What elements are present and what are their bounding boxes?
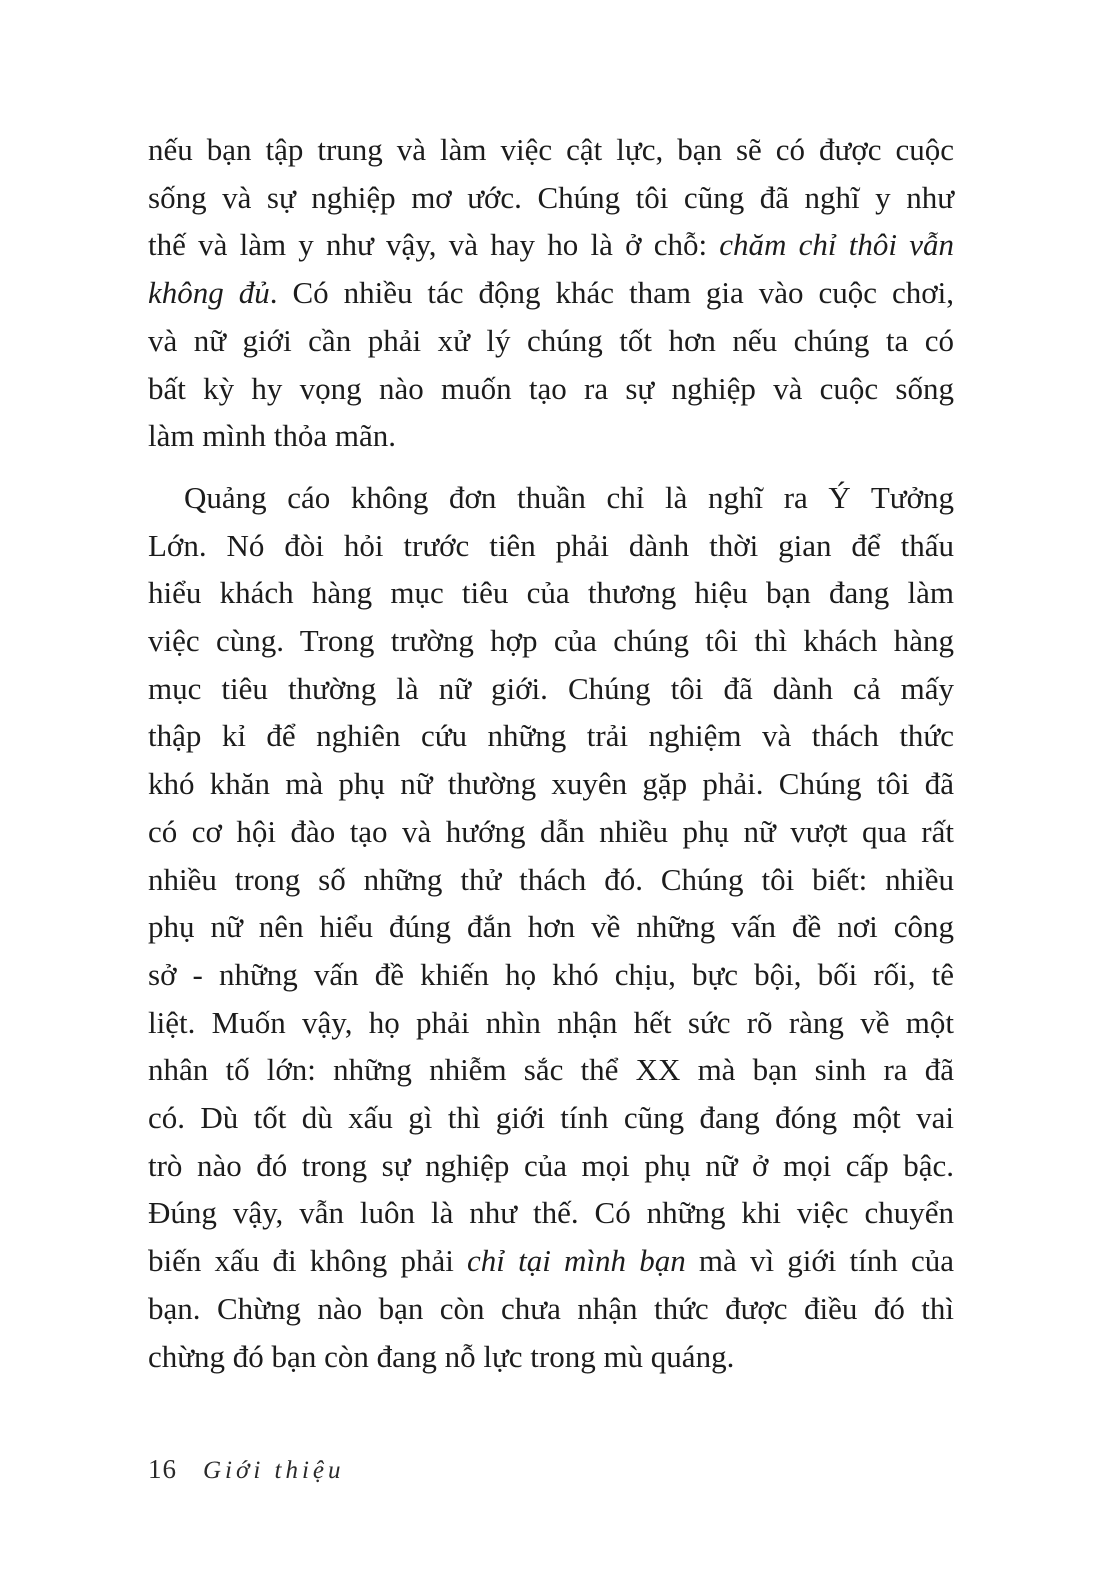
body-text-segment: bạn. Chừng nào bạn còn chưa nhận thức được điều đó thì — [148, 1290, 954, 1326]
text-line — [148, 569, 954, 617]
body-text-segment: liệt. Muốn vậy, họ phải nhìn nhận hết sức rõ ràng về một — [148, 1004, 954, 1040]
body-text-segment: . Có nhiều tác động khác tham gia vào cuộc chơi, — [269, 275, 954, 311]
body-text-segment: làm mình thỏa mãn. — [148, 418, 396, 454]
body-text-segment: Quảng cáo không đơn thuần chỉ là nghĩ ra Ý Tưởng — [184, 479, 954, 515]
text-line — [148, 617, 954, 665]
body-text-segment: và nữ giới cần phải xử lý chúng tốt hơn nếu chúng ta có — [148, 322, 954, 358]
text-line — [148, 317, 954, 365]
body-text-segment: nhân tố lớn: những nhiễm sắc thể XX mà bạn sinh ra đã — [148, 1052, 954, 1088]
footer-section-title: Giới thiệu — [203, 1457, 345, 1484]
body-text-segment: chừng đó bạn còn đang nỗ lực trong mù quáng. — [148, 1338, 735, 1374]
body-text-segment: hiểu khách hàng mục tiêu của thương hiệu bạn đang làm — [148, 575, 954, 611]
body-text-segment: phụ nữ nên hiểu đúng đắn hơn về những vấn đề nơi công — [148, 909, 954, 945]
body-text-segment: Lớn. Nó đòi hỏi trước tiên phải dành thời gian để thấu — [148, 527, 954, 563]
body-text-segment: trò nào đó trong sự nghiệp của mọi phụ nữ ở mọi cấp bậc. — [148, 1147, 954, 1183]
text-line — [148, 1285, 954, 1333]
text-line — [148, 1189, 954, 1237]
body-text-segment: thế và làm y như vậy, và hay ho là ở chỗ: — [148, 227, 720, 263]
body-text-segment: Đúng vậy, vẫn luôn là như thế. Có những khi việc chuyển — [148, 1195, 954, 1231]
text-line — [148, 522, 954, 570]
text-line — [148, 760, 954, 808]
text-line — [148, 903, 954, 951]
text-line — [148, 221, 954, 269]
page-footer — [148, 1452, 345, 1488]
paragraph-1 — [148, 126, 954, 460]
text-line — [148, 365, 954, 413]
text-line — [148, 474, 954, 522]
italic-text: không đủ — [148, 275, 270, 311]
body-text-segment: biến xấu đi không phải — [148, 1243, 468, 1279]
body-text-segment: việc cùng. Trong trường hợp của chúng tôi thì khách hàng — [148, 623, 954, 659]
text-line — [148, 808, 954, 856]
body-text-segment: bất kỳ hy vọng nào muốn tạo ra sự nghiệp và cuộc sống — [148, 370, 954, 406]
text-line — [148, 1046, 954, 1094]
body-text-segment: sống và sự nghiệp mơ ước. Chúng tôi cũng đã nghĩ y như — [148, 179, 954, 215]
body-text-segment: khó khăn mà phụ nữ thường xuyên gặp phải. Chúng tôi đã — [148, 766, 954, 802]
body-text-segment: sở - những vấn đề khiến họ khó chịu, bực bội, bối rối, tê — [148, 956, 954, 992]
body-text-segment: nhiều trong số những thử thách đó. Chúng tôi biết: nhiều — [148, 861, 954, 897]
body-text-segment: thập kỉ để nghiên cứu những trải nghiệm và thách thức — [148, 718, 954, 754]
text-line — [148, 712, 954, 760]
body-text-segment: nếu bạn tập trung và làm việc cật lực, bạn sẽ có được cuộc — [148, 132, 954, 167]
italic-text: chỉ tại mình bạn — [467, 1243, 686, 1279]
text-line — [148, 951, 954, 999]
text-line — [148, 1333, 954, 1381]
body-text-segment: có. Dù tốt dù xấu gì thì giới tính cũng đang đóng một vai — [148, 1100, 954, 1136]
text-line — [148, 999, 954, 1047]
text-line — [148, 174, 954, 222]
body-text-segment: mà vì giới tính của — [685, 1243, 954, 1279]
page-body-text — [148, 126, 954, 1380]
body-text-segment: mục tiêu thường là nữ giới. Chúng tôi đã dành cả mấy — [148, 670, 954, 706]
text-line — [148, 856, 954, 904]
text-line — [148, 412, 954, 460]
text-line — [148, 665, 954, 713]
text-line — [148, 1237, 954, 1285]
paragraph-2 — [148, 474, 954, 1380]
body-text-segment: có cơ hội đào tạo và hướng dẫn nhiều phụ nữ vượt qua rất — [148, 813, 954, 849]
page-number: 16 — [148, 1454, 177, 1484]
text-line — [148, 1142, 954, 1190]
text-line — [148, 1094, 954, 1142]
text-line — [148, 126, 954, 174]
italic-text: chăm chỉ thôi vẫn — [719, 227, 954, 263]
text-line — [148, 269, 954, 317]
